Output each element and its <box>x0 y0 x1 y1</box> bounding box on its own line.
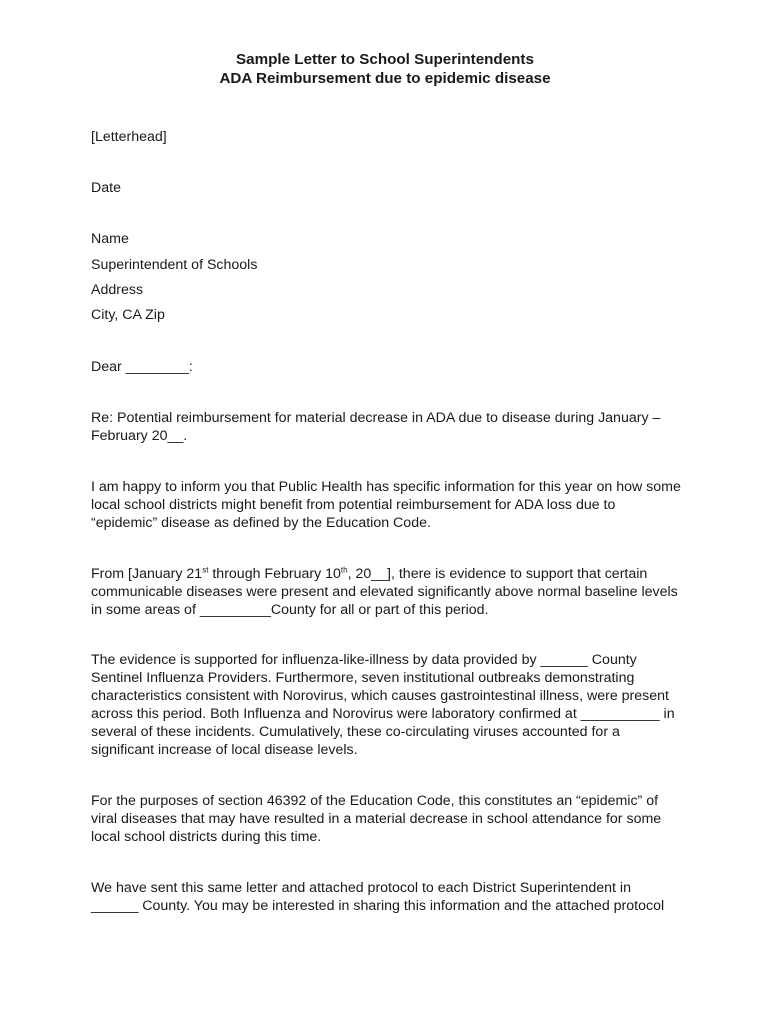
paragraph-3-line: several of these incidents. Cumulatively, these co-circulating viruses accounted for a <box>91 724 620 740</box>
paragraph-2-line: in some areas of _________County for all or part of this period. <box>91 602 489 618</box>
ordinal-suffix: st <box>202 565 209 575</box>
re-line-1: Re: Potential reimbursement for material decrease in ADA due to disease during January – <box>91 410 661 426</box>
paragraph-4-line: local school districts during this time. <box>91 829 322 845</box>
paragraph-1-line: local school districts might benefit from potential reimbursement for ADA loss due to <box>91 497 616 513</box>
paragraph-3-line: Sentinel Influenza Providers. Furthermore, seven institutional outbreaks demonstrating <box>91 670 635 686</box>
paragraph-3-line: significant increase of local disease levels. <box>91 742 358 758</box>
ordinal-suffix: th <box>340 565 348 575</box>
paragraph-4-line: viral diseases that may have resulted in a material decrease in school attendance for some <box>91 811 662 827</box>
recipient-role: Superintendent of Schools <box>91 257 258 273</box>
paragraph-1-line: “epidemic” disease as defined by the Education Code. <box>91 515 431 531</box>
salutation: Dear ________: <box>91 359 193 375</box>
re-line-2: February 20__. <box>91 428 188 444</box>
paragraph-2-line: communicable diseases were present and elevated significantly above normal baseline levels <box>91 584 678 600</box>
paragraph-5-line: ______ County. You may be interested in sharing this information and the attached protocol <box>91 898 665 914</box>
paragraph-3-line: across this period. Both Influenza and Norovirus were laboratory confirmed at __________ in <box>91 706 675 722</box>
recipient-name: Name <box>91 231 129 247</box>
paragraph-5-line: We have sent this same letter and attached protocol to each District Superintendent in <box>91 880 631 896</box>
paragraph-4-line: For the purposes of section 46392 of the Education Code, this constitutes an “epidemic” of <box>91 793 659 809</box>
title-line-1: Sample Letter to School Superintendents <box>236 51 534 68</box>
date-range-end: , 20__], there is evidence to support that certain <box>347 566 648 582</box>
paragraph-3-line: The evidence is supported for influenza-like-illness by data provided by ______ County <box>91 652 637 668</box>
date-placeholder: Date <box>91 180 121 196</box>
recipient-address: Address <box>91 282 144 298</box>
title-line-2: ADA Reimbursement due to epidemic disease <box>219 70 551 87</box>
paragraph-3-line: characteristics consistent with Norovirus, which causes gastrointestinal illness, were present <box>91 688 669 704</box>
paragraph-2-line <box>91 565 723 583</box>
date-range-middle: through February 10 <box>208 566 341 582</box>
date-range-start: From [January 21 <box>91 566 203 582</box>
recipient-city: City, CA Zip <box>91 307 165 323</box>
paragraph-1-line: I am happy to inform you that Public Health has specific information for this year on how some <box>91 479 681 495</box>
letterhead-placeholder: [Letterhead] <box>91 129 167 145</box>
